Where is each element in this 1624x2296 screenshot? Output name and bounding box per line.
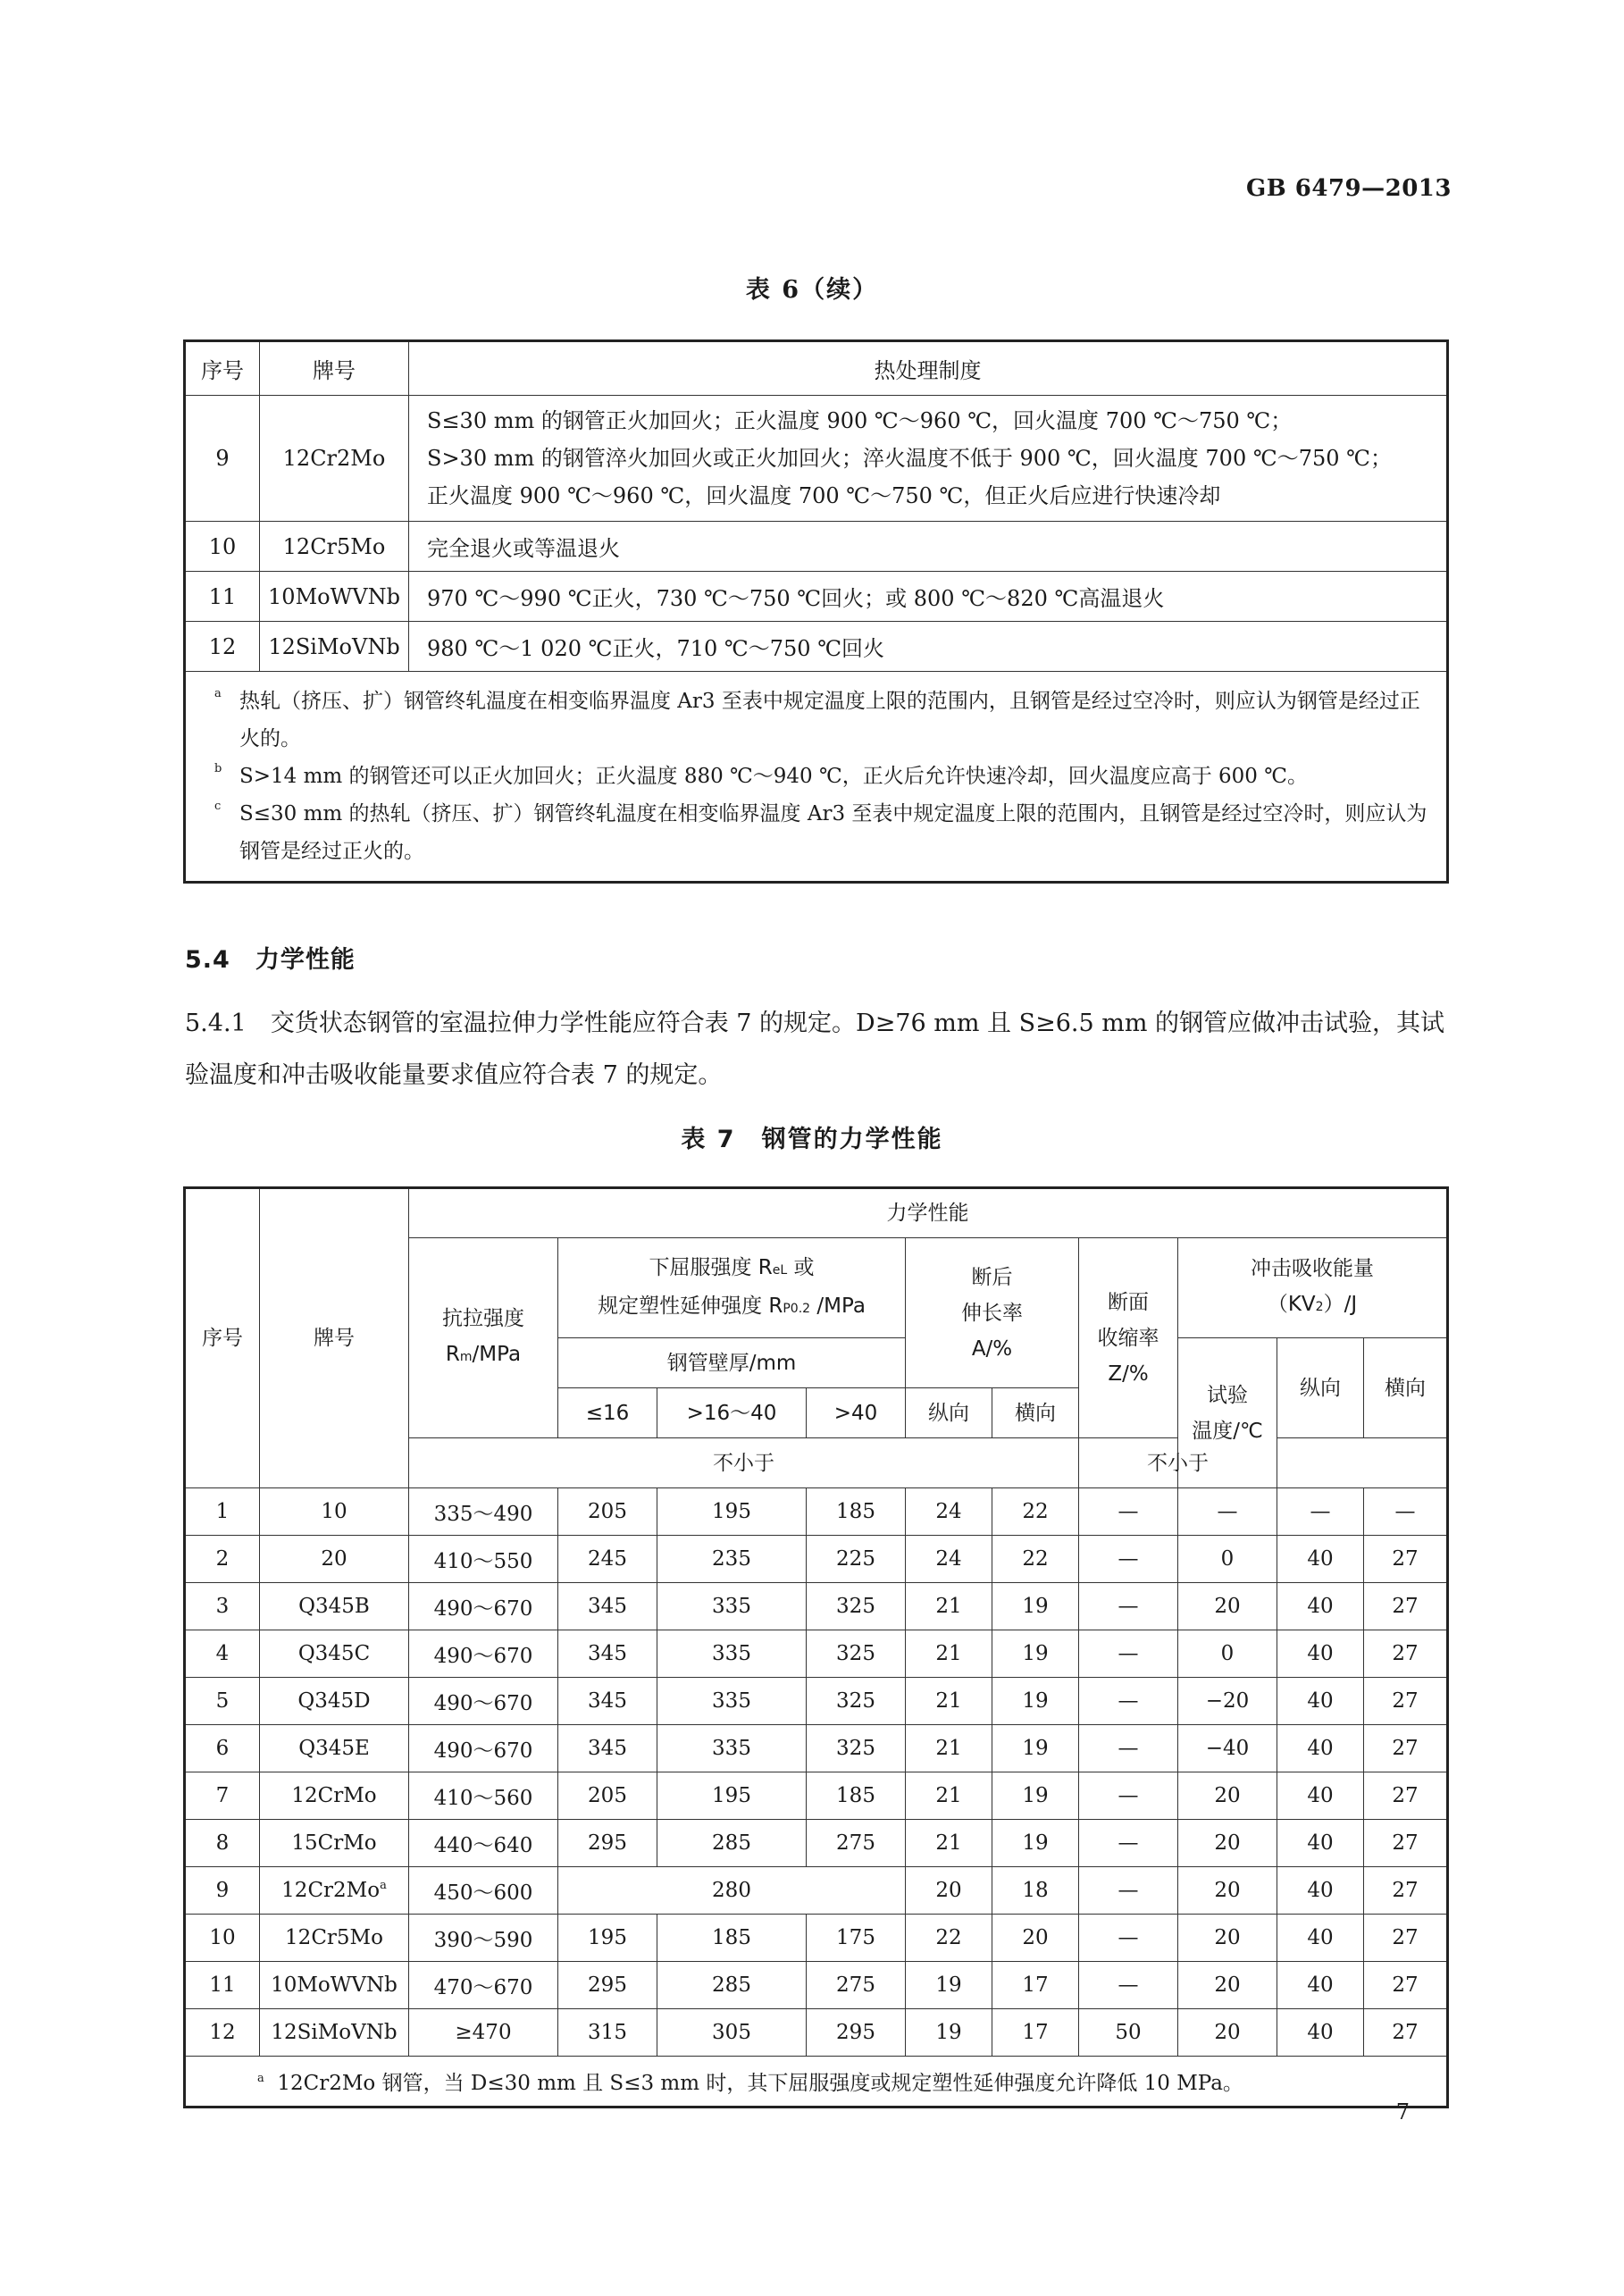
table-cell: 440～640 [409, 1820, 558, 1867]
table-cell: 21 [906, 1772, 992, 1820]
note-text: S>14 mm 的钢管还可以正火加回火；正火温度 880 ℃～940 ℃，正火后允许快速冷却，回火温度应高于 600 ℃。 [239, 765, 1308, 788]
table-cell: 22 [992, 1536, 1079, 1583]
table-cell: 10 [185, 1915, 260, 1962]
table-row [185, 1725, 1448, 1772]
t7-header-th2: >16～40 [657, 1388, 807, 1438]
table-cell: 40 [1277, 1915, 1364, 1962]
table-row [185, 572, 1448, 622]
table-cell: −20 [1178, 1678, 1277, 1725]
table-cell: 27 [1364, 1725, 1448, 1772]
table-row [185, 622, 1448, 672]
table-row [185, 522, 1448, 572]
footnote-mark: a [380, 1879, 387, 1892]
table-cell: 19 [992, 1630, 1079, 1678]
table-cell: 19 [992, 1820, 1079, 1867]
note-mark: c [214, 800, 222, 813]
t7-header-impact-trans: 横向 [1364, 1338, 1448, 1438]
t7-header-min-2: 不小于 [1079, 1438, 1277, 1488]
table-cell: 40 [1277, 1962, 1364, 2009]
table-cell: 325 [807, 1725, 906, 1772]
t7-header-th1: ≤16 [558, 1388, 657, 1438]
table-cell: 40 [1277, 1678, 1364, 1725]
table-cell: — [1277, 1488, 1364, 1536]
table-cell: 195 [558, 1915, 657, 1962]
table-cell: 20 [1178, 1962, 1277, 2009]
table-cell: 27 [1364, 1630, 1448, 1678]
table-cell: 22 [992, 1488, 1079, 1536]
table-cell: 7 [185, 1772, 260, 1820]
table-row [185, 1536, 1448, 1583]
table-cell: 21 [906, 1583, 992, 1630]
table-cell: Q345B [260, 1583, 409, 1630]
table-cell: 490～670 [409, 1583, 558, 1630]
t7-header-thickness: 钢管壁厚/mm [558, 1338, 906, 1388]
table-cell: 20 [1178, 1583, 1277, 1630]
t7-header-tensile-unit: Rm/MPa [445, 1343, 522, 1366]
t6-cell-grade: 10MoWVNb [260, 572, 409, 622]
table-cell: 175 [807, 1915, 906, 1962]
table-cell: 12Cr5Mo [260, 1915, 409, 1962]
table-cell: 12Cr2Mo$^a$ [260, 1867, 409, 1915]
t7-footnote [185, 2057, 1448, 2107]
table-cell: 335 [657, 1678, 807, 1725]
footnote-mark: a [257, 2072, 264, 2085]
table-cell: 21 [906, 1678, 992, 1725]
t6-cell-grade: 12Cr5Mo [260, 522, 409, 572]
t7-header-reduction: 断面 收缩率 Z/% [1079, 1238, 1178, 1438]
table-cell: — [1079, 1725, 1178, 1772]
table-cell: — [1079, 1583, 1178, 1630]
table-cell: 12SiMoVNb [260, 2009, 409, 2057]
table-cell: 19 [906, 2009, 992, 2057]
table-cell: 21 [906, 1820, 992, 1867]
table-cell: 12CrMo [260, 1772, 409, 1820]
t6-note [214, 683, 1436, 758]
table-row [185, 1772, 1448, 1820]
t6-header-heat-treatment: 热处理制度 [409, 341, 1448, 396]
table-cell: — [1364, 1488, 1448, 1536]
section-title: 5.4 力学性能 [185, 946, 356, 974]
table-cell: 20 [906, 1867, 992, 1915]
t6-header-grade: 牌号 [260, 341, 409, 396]
t6-treatment-line: 完全退火或等温退火 [409, 522, 1448, 572]
table-cell: 335 [657, 1725, 807, 1772]
table-cell: 275 [807, 1962, 906, 2009]
table-cell: 27 [1364, 1915, 1448, 1962]
table-cell: 19 [992, 1678, 1079, 1725]
table-cell: 40 [1277, 1536, 1364, 1583]
table-cell: — [1079, 1536, 1178, 1583]
table-row [185, 1583, 1448, 1630]
table-cell: 3 [185, 1583, 260, 1630]
table-cell: 40 [1277, 1725, 1364, 1772]
t7-header-elong-long: 纵向 [906, 1388, 992, 1438]
table-cell: 27 [1364, 1772, 1448, 1820]
table-cell: 335 [657, 1583, 807, 1630]
t6-cell-no: 12 [185, 622, 260, 672]
table-cell: 27 [1364, 1583, 1448, 1630]
table-cell: 245 [558, 1536, 657, 1583]
table-cell: Q345C [260, 1630, 409, 1678]
table-cell: Q345D [260, 1678, 409, 1725]
table-row [185, 396, 1448, 522]
table-cell: 17 [992, 2009, 1079, 2057]
table-cell: 20 [992, 1915, 1079, 1962]
table-cell: 19 [906, 1962, 992, 2009]
t7-header-elong-trans: 横向 [992, 1388, 1079, 1438]
table-cell: 21 [906, 1725, 992, 1772]
table-cell: 235 [657, 1536, 807, 1583]
t6-treatment-line: 正火温度 900 ℃～960 ℃，回火温度 700 ℃～750 ℃，但正火后应进行快速冷却 [427, 483, 1221, 508]
t6-cell-grade: 12Cr2Mo [260, 396, 409, 522]
table-cell: 20 [1178, 1820, 1277, 1867]
table-cell: 40 [1277, 1630, 1364, 1678]
note-mark: b [214, 762, 222, 775]
table-row [185, 1820, 1448, 1867]
table-cell: — [1079, 1820, 1178, 1867]
table-cell: 410～560 [409, 1772, 558, 1820]
table-cell: 450～600 [409, 1867, 558, 1915]
table-cell: — [1079, 1915, 1178, 1962]
t6-treatment-line: 970 ℃～990 ℃正火，730 ℃～750 ℃回火；或 800 ℃～820 ℃高温退火 [409, 572, 1448, 622]
t7-header-tensile-label: 抗拉强度 [442, 1307, 524, 1330]
table-cell: 285 [657, 1962, 807, 2009]
table-cell: — [1079, 1630, 1178, 1678]
table-cell: 20 [1178, 1867, 1277, 1915]
table-cell: 50 [1079, 2009, 1178, 2057]
table6-caption: 表 6（续） [745, 276, 879, 304]
table-cell: 24 [906, 1536, 992, 1583]
t7-header-yield: 下屈服强度 ReL 或 规定塑性延伸强度 RP0.2 /MPa [558, 1238, 906, 1338]
table-cell: 185 [807, 1772, 906, 1820]
table-cell: 345 [558, 1678, 657, 1725]
table-cell: — [1079, 1867, 1178, 1915]
table-cell: — [1079, 1772, 1178, 1820]
t7-header-tensile [409, 1238, 558, 1438]
standard-code: GB 6479—2013 [1246, 175, 1452, 202]
table-cell: 20 [1178, 1915, 1277, 1962]
table-cell: 40 [1277, 1772, 1364, 1820]
note-text: 热轧（挤压、扩）钢管终轧温度在相变临界温度 Ar3 至表中规定温度上限的范围内，且钢管是经过空冷时，则应认为钢管是经过正火的。 [239, 690, 1420, 750]
table-cell: 195 [657, 1772, 807, 1820]
t7-header-no: 序号 [185, 1188, 260, 1488]
t7-header-mechanical: 力学性能 [409, 1188, 1448, 1238]
table-cell: 195 [657, 1488, 807, 1536]
table-cell: 490～670 [409, 1678, 558, 1725]
table-row [185, 2009, 1448, 2057]
table-cell: 295 [558, 1962, 657, 2009]
table-cell: 24 [906, 1488, 992, 1536]
t6-treatment-line: 980 ℃～1 020 ℃正火，710 ℃～750 ℃回火 [409, 622, 1448, 672]
table-cell: 0 [1178, 1630, 1277, 1678]
table-row [185, 1630, 1448, 1678]
table-row [185, 1962, 1448, 2009]
table-cell: 390～590 [409, 1915, 558, 1962]
t7-header-impact: 冲击吸收能量 （KV2）/J [1178, 1238, 1448, 1338]
table-cell: 1 [185, 1488, 260, 1536]
footnote-text: 12Cr2Mo 钢管，当 D≤30 mm 且 S≤3 mm 时，其下屈服强度或规定塑性延伸强度允许降低 10 MPa。 [277, 2072, 1243, 2095]
t7-header-grade: 牌号 [260, 1188, 409, 1488]
table-cell: 490～670 [409, 1630, 558, 1678]
t7-header-impact-long: 纵向 [1277, 1338, 1364, 1438]
table-cell: 20 [1178, 1772, 1277, 1820]
table-cell: 185 [807, 1488, 906, 1536]
table-cell: 335 [657, 1630, 807, 1678]
t7-header-test-temp: 试验 温度/℃ [1178, 1338, 1277, 1488]
table-cell: Q345E [260, 1725, 409, 1772]
table-cell: 27 [1364, 1678, 1448, 1725]
table-cell: 185 [657, 1915, 807, 1962]
page-number: 7 [1395, 2099, 1410, 2124]
table-cell: 5 [185, 1678, 260, 1725]
table-cell: 205 [558, 1488, 657, 1536]
table-cell: 40 [1277, 1867, 1364, 1915]
table-cell: 27 [1364, 1820, 1448, 1867]
table-cell: 10 [260, 1488, 409, 1536]
table7 [183, 1186, 1449, 2108]
note-text: S≤30 mm 的热轧（挤压、扩）钢管终轧温度在相变临界温度 Ar3 至表中规定温度上限的范围内，且钢管是经过空冷时，则应认为钢管是经过正火的。 [239, 802, 1427, 863]
table-cell: 40 [1277, 1583, 1364, 1630]
table-cell: 19 [992, 1583, 1079, 1630]
table-cell: 11 [185, 1962, 260, 2009]
table-cell: 275 [807, 1820, 906, 1867]
table-cell: 19 [992, 1772, 1079, 1820]
table-cell: 19 [992, 1725, 1079, 1772]
table-cell: 18 [992, 1867, 1079, 1915]
table-cell: ≥470 [409, 2009, 558, 2057]
table-cell: 27 [1364, 1867, 1448, 1915]
table-row [185, 1915, 1448, 1962]
table-row [185, 1867, 1448, 1915]
table-cell: 205 [558, 1772, 657, 1820]
table-cell: 15CrMo [260, 1820, 409, 1867]
table-row [185, 1678, 1448, 1725]
table-cell: 27 [1364, 2009, 1448, 2057]
table-cell: 22 [906, 1915, 992, 1962]
table-cell: — [1178, 1488, 1277, 1536]
table-cell: 27 [1364, 1962, 1448, 2009]
table-cell: 295 [807, 2009, 906, 2057]
t6-treatment-line: S>30 mm 的钢管淬火加回火或正火加回火；淬火温度不低于 900 ℃，回火温度 700 ℃～750 ℃； [427, 446, 1392, 471]
t6-notes [185, 672, 1448, 883]
table-cell: 470～670 [409, 1962, 558, 2009]
table6 [183, 339, 1449, 884]
table-cell: 4 [185, 1630, 260, 1678]
table-cell: 295 [558, 1820, 657, 1867]
table-cell: 40 [1277, 1820, 1364, 1867]
table-cell: 10MoWVNb [260, 1962, 409, 2009]
table-cell: 325 [807, 1678, 906, 1725]
section-paragraph: 5.4.1 交货状态钢管的室温拉伸力学性能应符合表 7 的规定。D≥76 mm 且 S≥6.5 mm 的钢管应做冲击试验，其试验温度和冲击吸收能量要求值应符合表 7 的规定。 [185, 1010, 1445, 1089]
table-cell: 335～490 [409, 1488, 558, 1536]
table-cell: 21 [906, 1630, 992, 1678]
table-cell: 490～670 [409, 1725, 558, 1772]
table-cell: — [1079, 1962, 1178, 2009]
t6-cell-grade: 12SiMoVNb [260, 622, 409, 672]
t6-cell-no: 9 [185, 396, 260, 522]
table-cell: 20 [1178, 2009, 1277, 2057]
table-cell: 325 [807, 1583, 906, 1630]
table-cell: −40 [1178, 1725, 1277, 1772]
table-cell: 280 [558, 1867, 906, 1915]
table-row [185, 1488, 1448, 1536]
t6-header-no: 序号 [185, 341, 260, 396]
note-mark: a [214, 687, 222, 700]
table-cell: 2 [185, 1536, 260, 1583]
table-cell: — [1079, 1488, 1178, 1536]
table-cell: — [1079, 1678, 1178, 1725]
table-cell: 6 [185, 1725, 260, 1772]
t6-cell-no: 11 [185, 572, 260, 622]
table-cell: 305 [657, 2009, 807, 2057]
table-cell: 27 [1364, 1536, 1448, 1583]
table-cell: 345 [558, 1583, 657, 1630]
table-cell: 325 [807, 1630, 906, 1678]
t7-header-th3: >40 [807, 1388, 906, 1438]
table-cell: 285 [657, 1820, 807, 1867]
t7-header-elongation: 断后 伸长率 A/% [906, 1238, 1079, 1388]
table7-caption: 表 7 钢管的力学性能 [681, 1126, 943, 1153]
table-cell: 0 [1178, 1536, 1277, 1583]
table-cell: 40 [1277, 2009, 1364, 2057]
table-cell: 20 [260, 1536, 409, 1583]
t7-header-min-1: 不小于 [409, 1438, 1079, 1488]
table-cell: 225 [807, 1536, 906, 1583]
t6-note [214, 758, 1436, 795]
t6-note [214, 795, 1436, 870]
table-cell: 8 [185, 1820, 260, 1867]
table-cell: 9 [185, 1867, 260, 1915]
table-cell: 12 [185, 2009, 260, 2057]
table-cell: 17 [992, 1962, 1079, 2009]
table-cell: 345 [558, 1725, 657, 1772]
t6-treatment-line: S≤30 mm 的钢管正火加回火；正火温度 900 ℃～960 ℃，回火温度 700 ℃～750 ℃； [427, 408, 1293, 433]
table-cell: 345 [558, 1630, 657, 1678]
table-cell: 410～550 [409, 1536, 558, 1583]
table-cell: 315 [558, 2009, 657, 2057]
t6-cell-no: 10 [185, 522, 260, 572]
